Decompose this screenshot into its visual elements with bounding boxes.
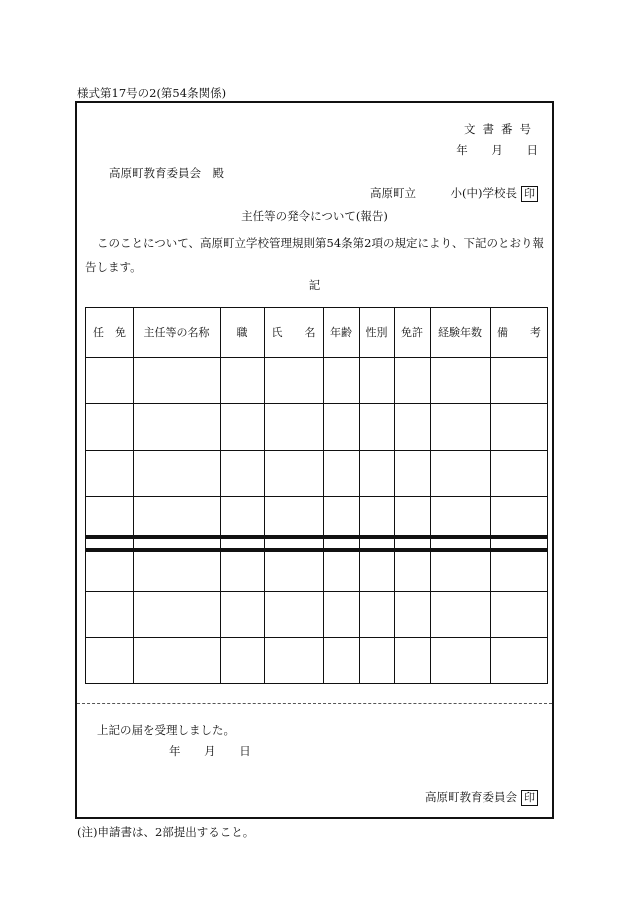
dashed-separator	[77, 703, 552, 704]
doc-date-label: 年 月 日	[456, 143, 538, 157]
row-divider	[86, 403, 547, 404]
doc-title: 主任等の発令について(報告)	[241, 209, 388, 223]
committee-signature	[425, 789, 538, 806]
received-date-label: 年 月 日	[169, 744, 251, 758]
note: (注)申請書は、2部提出すること。	[77, 825, 255, 839]
row-divider	[86, 450, 547, 451]
row-divider	[86, 591, 547, 592]
form-label: 様式第17号の2(第54条関係)	[77, 86, 227, 100]
header-sex: 性別	[365, 326, 388, 339]
break-line	[86, 548, 547, 552]
header-age: 年齢	[330, 326, 352, 339]
sender-name: 高原町立 小(中)学校長	[370, 186, 517, 200]
header-license: 免許	[401, 326, 423, 339]
header-experience: 経験年数	[438, 326, 482, 339]
document-frame	[75, 101, 554, 819]
row-divider	[86, 496, 547, 497]
header-remarks: 備 考	[497, 326, 541, 339]
doc-number-label: 文書番号	[464, 122, 538, 136]
header-name: 氏 名	[271, 326, 316, 339]
header-title-name: 主任等の名称	[143, 326, 210, 339]
row-divider	[86, 357, 547, 358]
break-line	[86, 535, 547, 539]
header-nin-men: 任 免	[93, 326, 126, 339]
sender	[370, 185, 538, 202]
seal-mark: 印	[521, 790, 538, 806]
row-divider	[86, 637, 547, 638]
ki-label: 記	[308, 278, 321, 292]
received-text: 上記の届を受理しました。	[97, 723, 235, 737]
committee-name: 高原町教育委員会	[425, 790, 517, 804]
seal-mark: 印	[521, 186, 538, 202]
report-table	[85, 307, 548, 684]
addressee: 高原町教育委員会 殿	[109, 166, 224, 180]
body-text: このことについて、高原町立学校管理規則第54条第2項の規定により、下記のとおり報告します。	[85, 236, 544, 274]
header-position: 職	[236, 326, 248, 339]
